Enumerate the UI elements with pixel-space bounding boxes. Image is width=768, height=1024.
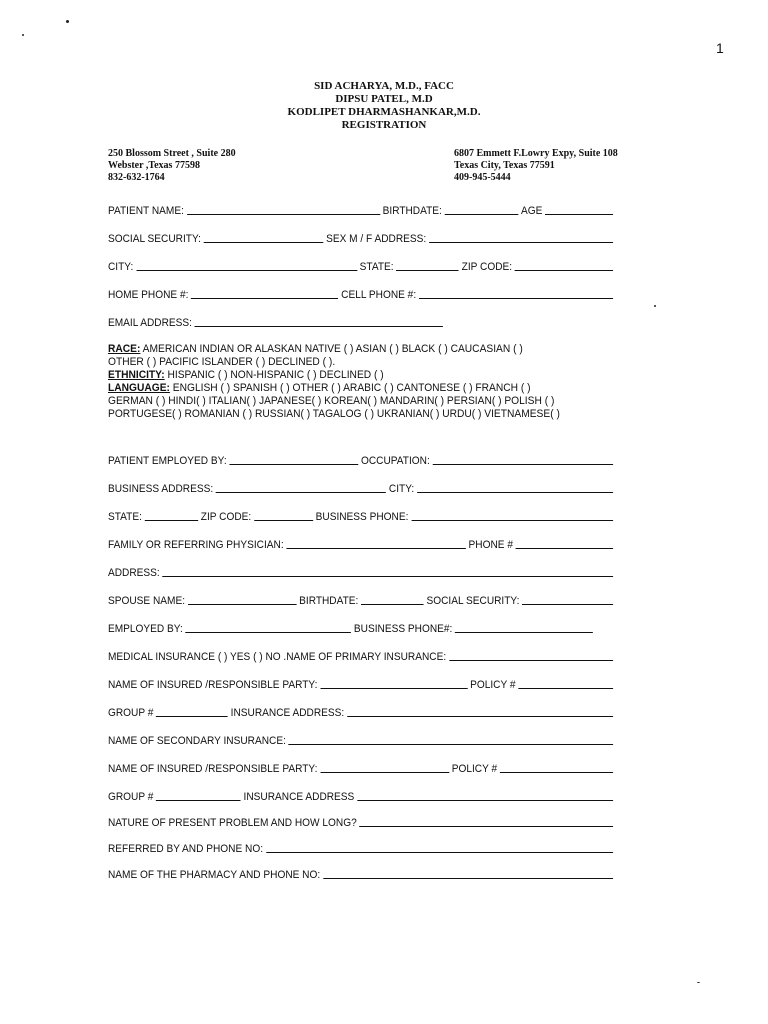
insurance-address-label: INSURANCE ADDRESS: <box>230 707 345 719</box>
birthdate-label: BIRTHDATE: <box>382 205 442 217</box>
ethnicity-label: ETHNICITY: <box>108 369 165 381</box>
practice-header <box>0 80 768 132</box>
language-label: LANGUAGE: <box>108 382 170 394</box>
insured-party-label: NAME OF INSURED /RESPONSIBLE PARTY: <box>108 763 318 775</box>
pharmacy-label: NAME OF THE PHARMACY AND PHONE NO: <box>108 869 321 881</box>
race-label: RACE: <box>108 343 141 355</box>
sex-address-label: SEX M / F ADDRESS: <box>326 233 427 245</box>
business-city-label: CITY: <box>388 483 415 495</box>
language-options[interactable]: GERMAN ( ) HINDI( ) ITALIAN( ) JAPANESE( ) KOREAN( ) MANDARIN( ) PERSIAN( ) POLISH ( ) <box>108 395 555 407</box>
form-row <box>108 480 616 496</box>
form-row <box>108 230 616 246</box>
physician-phone-label: PHONE # <box>468 539 513 551</box>
insured-party-field[interactable] <box>320 687 467 689</box>
form-row <box>108 676 616 692</box>
form-row <box>108 620 616 636</box>
employed-by-label: EMPLOYED BY: <box>108 623 183 635</box>
birthdate-field[interactable] <box>445 213 519 215</box>
home-phone-field[interactable] <box>191 297 338 299</box>
spouse-name-label: SPOUSE NAME: <box>108 595 186 607</box>
spouse-name-field[interactable] <box>188 603 297 605</box>
physician-label: FAMILY OR REFERRING PHYSICIAN: <box>108 539 284 551</box>
business-phone-field[interactable] <box>411 519 613 521</box>
occupation-label: OCCUPATION: <box>360 455 430 467</box>
demographics-section <box>108 343 560 421</box>
policy-field[interactable] <box>518 687 613 689</box>
policy-label: POLICY # <box>470 679 516 691</box>
form-title: REGISTRATION <box>341 119 427 131</box>
cell-phone-label: CELL PHONE #: <box>341 289 417 301</box>
physician-field[interactable] <box>286 547 465 549</box>
patient-name-field[interactable] <box>187 213 380 215</box>
page-number: 1 <box>716 40 724 56</box>
speck-mark <box>697 982 700 983</box>
age-label: AGE <box>520 205 543 217</box>
address-field[interactable] <box>429 241 613 243</box>
insurance-address-field[interactable] <box>347 715 613 717</box>
business-phone-label: BUSINESS PHONE: <box>315 511 409 523</box>
medical-insurance-label[interactable]: MEDICAL INSURANCE ( ) YES ( ) NO .NAME OF PRIMARY INSURANCE: <box>108 651 447 663</box>
present-problem-label: NATURE OF PRESENT PROBLEM AND HOW LONG? <box>108 817 357 829</box>
group-label: GROUP # <box>108 707 154 719</box>
occupation-field[interactable] <box>433 463 614 465</box>
physician-phone-field[interactable] <box>516 547 613 549</box>
social-security-label: SOCIAL SECURITY: <box>108 233 201 245</box>
speck-mark <box>654 305 656 307</box>
spouse-birthdate-label: BIRTHDATE: <box>299 595 359 607</box>
doctor-name: KODLIPET DHARMASHANKAR,M.D. <box>287 106 481 118</box>
social-security-field[interactable] <box>204 241 324 243</box>
form-row <box>108 564 616 580</box>
ethnicity-options[interactable]: HISPANIC ( ) NON-HISPANIC ( ) DECLINED ( ) <box>164 369 384 381</box>
form-row <box>108 314 616 330</box>
speck-mark <box>22 34 24 36</box>
group-field[interactable] <box>156 799 241 801</box>
language-options[interactable]: PORTUGESE( ) ROMANIAN ( ) RUSSIAN( ) TAGALOG ( ) UKRANIAN( ) URDU( ) VIETNAMESE( ) <box>108 408 560 420</box>
insurance-address-label: INSURANCE ADDRESS <box>243 791 355 803</box>
physician-address-label: ADDRESS: <box>108 567 160 579</box>
business-address-label: BUSINESS ADDRESS: <box>108 483 214 495</box>
spouse-business-phone-field[interactable] <box>455 631 593 633</box>
primary-insurance-field[interactable] <box>449 659 613 661</box>
zip-code-field[interactable] <box>515 269 613 271</box>
race-options[interactable]: OTHER ( ) PACIFIC ISLANDER ( ) DECLINED ( ). <box>108 356 336 368</box>
race-options[interactable]: AMERICAN INDIAN OR ALASKAN NATIVE ( ) ASIAN ( ) BLACK ( ) CAUCASIAN ( ) <box>140 343 523 355</box>
doctor-name: SID ACHARYA, M.D., FACC <box>314 80 454 92</box>
form-row <box>108 648 616 664</box>
doctor-name: DIPSU PATEL, M.D <box>335 93 433 105</box>
city-field[interactable] <box>136 269 357 271</box>
referred-by-label: REFERRED BY AND PHONE NO: <box>108 843 264 855</box>
form-row <box>108 536 616 552</box>
city-label: CITY: <box>108 261 134 273</box>
patient-employed-by-label: PATIENT EMPLOYED BY: <box>108 455 227 467</box>
language-options[interactable]: ENGLISH ( ) SPANISH ( ) OTHER ( ) ARABIC ( ) CANTONESE ( ) FRANCH ( ) <box>169 382 531 394</box>
business-state-field[interactable] <box>145 519 198 521</box>
spouse-business-phone-label: BUSINESS PHONE#: <box>353 623 453 635</box>
form-row <box>108 866 616 882</box>
business-zip-label: ZIP CODE: <box>200 511 252 523</box>
physician-address-field[interactable] <box>163 575 614 577</box>
form-row <box>108 732 616 748</box>
policy-label: POLICY # <box>451 763 498 775</box>
home-phone-label: HOME PHONE #: <box>108 289 189 301</box>
spouse-social-security-label: SOCIAL SECURITY: <box>426 595 520 607</box>
group-field[interactable] <box>156 715 228 717</box>
present-problem-field[interactable] <box>359 825 613 827</box>
insurance-address-field[interactable] <box>357 799 613 801</box>
business-zip-field[interactable] <box>254 519 313 521</box>
form-row <box>108 258 616 274</box>
business-city-field[interactable] <box>417 491 613 493</box>
state-label: STATE: <box>359 261 394 273</box>
pharmacy-field[interactable] <box>323 877 613 879</box>
form-row <box>108 592 616 608</box>
office-address-webster: 250 Blossom Street , Suite 280 Webster ,Texas 77598 832-632-1764 <box>108 148 236 183</box>
employed-by-field[interactable] <box>186 631 352 633</box>
form-row <box>108 286 616 302</box>
state-field[interactable] <box>396 269 459 271</box>
policy-field[interactable] <box>500 771 613 773</box>
speck-mark <box>66 20 69 23</box>
spouse-social-security-field[interactable] <box>522 603 613 605</box>
age-field[interactable] <box>545 213 613 215</box>
referred-by-field[interactable] <box>266 851 613 853</box>
form-row <box>108 452 616 468</box>
insured-party-label: NAME OF INSURED /RESPONSIBLE PARTY: <box>108 679 318 691</box>
patient-employed-by-field[interactable] <box>229 463 358 465</box>
form-row <box>108 760 616 776</box>
zip-code-label: ZIP CODE: <box>461 261 513 273</box>
form-row <box>108 840 616 856</box>
form-row <box>108 814 616 830</box>
patient-name-label: PATIENT NAME: <box>108 205 184 217</box>
office-address-texas-city: 6807 Emmett F.Lowry Expy, Suite 108 Texas City, Texas 77591 409-945-5444 <box>454 148 618 183</box>
business-state-label: STATE: <box>108 511 142 523</box>
insured-party-field[interactable] <box>320 771 449 773</box>
form-row <box>108 788 616 804</box>
form-row <box>108 704 616 720</box>
group-label: GROUP # <box>108 791 154 803</box>
cell-phone-field[interactable] <box>419 297 613 299</box>
email-label: EMAIL ADDRESS: <box>108 317 192 329</box>
business-address-field[interactable] <box>216 491 386 493</box>
email-field[interactable] <box>195 325 443 327</box>
form-row <box>108 508 616 524</box>
secondary-insurance-field[interactable] <box>289 743 613 745</box>
form-row <box>108 202 616 218</box>
secondary-insurance-label: NAME OF SECONDARY INSURANCE: <box>108 735 286 747</box>
spouse-birthdate-field[interactable] <box>361 603 424 605</box>
